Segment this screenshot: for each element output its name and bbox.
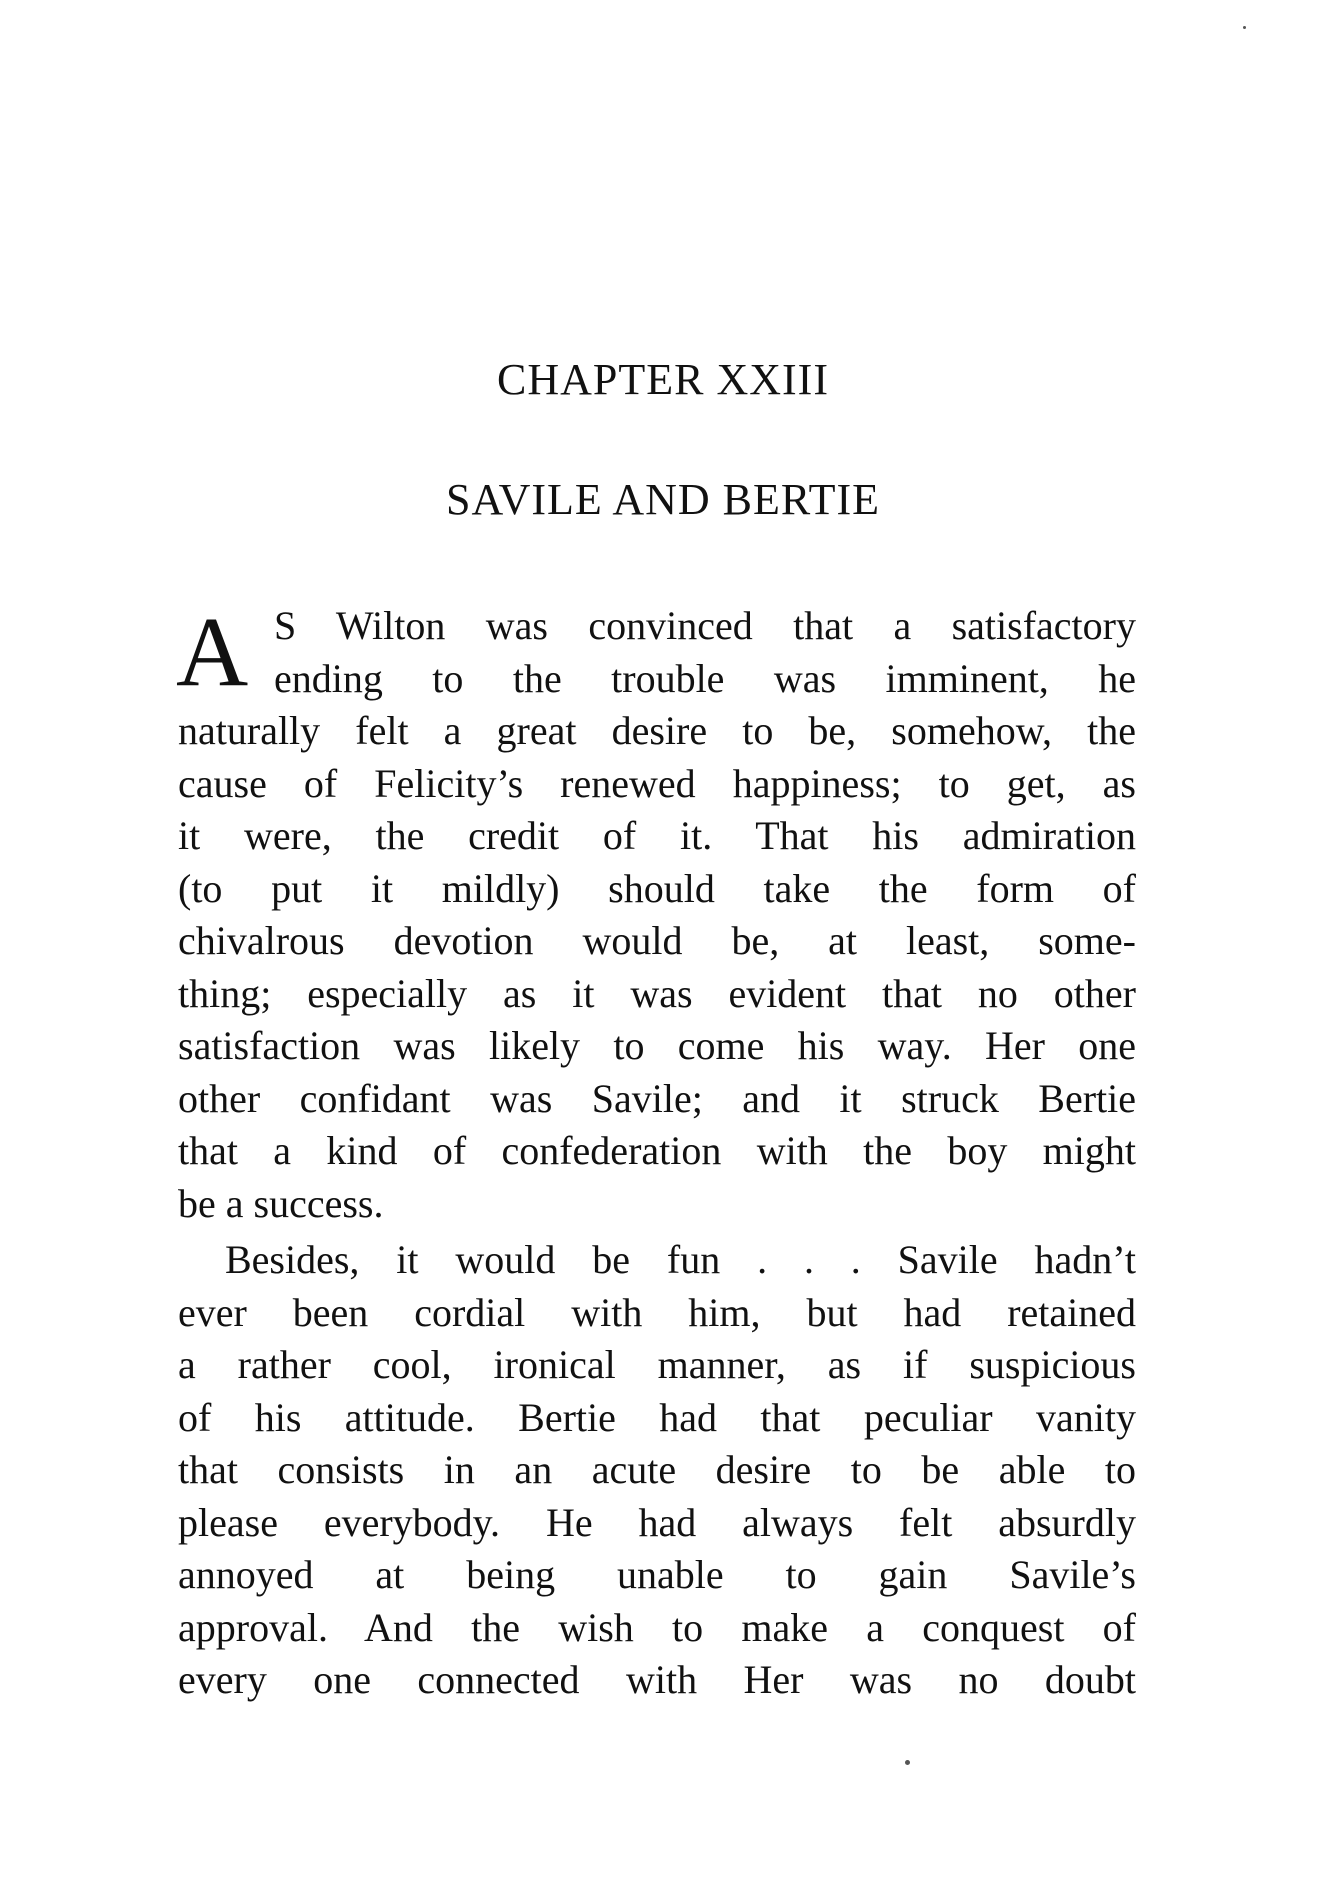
text-line: of his attitude. Bertie had that peculiar vanity <box>178 1394 1136 1440</box>
print-speck <box>1243 26 1246 29</box>
text-line: satisfaction was likely to come his way. Her one <box>178 1023 1136 1068</box>
paragraph-1 <box>176 596 1136 1230</box>
text-line: be a success. <box>178 1180 384 1226</box>
drop-cap: A <box>176 596 249 707</box>
text-line: ever been cordial with him, but had retained <box>178 1289 1136 1335</box>
text-line: please everybody. He had always felt absurdly <box>178 1499 1136 1545</box>
text-line: every one connected with Her was no doubt <box>178 1657 1136 1702</box>
text-line: (to put it mildly) should take the form of <box>178 865 1136 911</box>
text-line: a rather cool, ironical manner, as if suspicious <box>178 1342 1136 1387</box>
text-line: thing; especially as it was evident that no other <box>178 970 1136 1016</box>
text-line: annoyed at being unable to gain Savile’s <box>178 1552 1136 1597</box>
text-line: approval. And the wish to make a conquest of <box>178 1604 1136 1650</box>
text-line: chivalrous devotion would be, at least, some- <box>178 918 1136 963</box>
text-line: Besides, it would be fun . . . Savile hadn’t <box>225 1237 1136 1282</box>
text-line: that a kind of confederation with the boy might <box>178 1128 1136 1173</box>
paragraph-2 <box>178 1234 1136 1707</box>
text-line: that consists in an acute desire to be able to <box>178 1447 1136 1492</box>
print-speck <box>905 1760 910 1765</box>
chapter-title: SAVILE AND BERTIE <box>446 475 880 524</box>
text-line: naturally felt a great desire to be, somehow, the <box>178 708 1136 753</box>
text-line: it were, the credit of it. That his admiration <box>178 813 1136 858</box>
text-line: S Wilton was convinced that a satisfactory <box>274 603 1136 648</box>
chapter-number: CHAPTER XXIII <box>497 355 829 404</box>
text-line: cause of Felicity’s renewed happiness; to get, as <box>178 760 1136 806</box>
text-line: other confidant was Savile; and it struck Bertie <box>178 1075 1136 1121</box>
text-line: ending to the trouble was imminent, he <box>274 655 1136 701</box>
